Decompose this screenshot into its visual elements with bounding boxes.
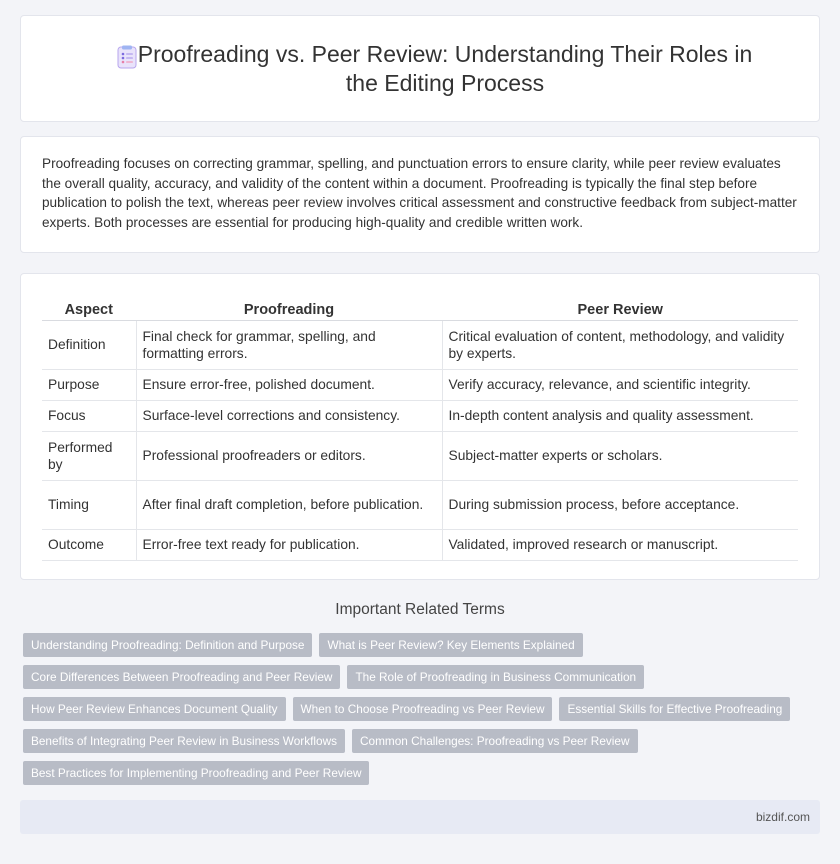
table-header-row [42, 294, 798, 320]
table-row [42, 320, 798, 369]
peer-review-cell: Verify accuracy, relevance, and scientific integrity. [442, 369, 798, 400]
table-row [42, 480, 798, 529]
peer-review-cell: During submission process, before acceptance. [442, 480, 798, 529]
page-title: Proofreading vs. Peer Review: Understanding Their Roles in the Editing Process [137, 40, 753, 96]
aspect-cell: Timing [42, 480, 136, 529]
proofreading-cell: Surface-level corrections and consistency. [136, 400, 442, 431]
header-aspect: Aspect [42, 294, 136, 320]
related-terms-title: Important Related Terms [335, 601, 505, 618]
aspect-cell: Definition [42, 320, 136, 369]
proofreading-cell: Professional proofreaders or editors. [136, 431, 442, 480]
table-row [42, 431, 798, 480]
related-terms-list [23, 633, 813, 793]
related-term-tag[interactable]: The Role of Proofreading in Business Communication [347, 665, 644, 689]
table-row [42, 529, 798, 560]
peer-review-cell: Subject-matter experts or scholars. [442, 431, 798, 480]
table-row [42, 369, 798, 400]
intro-paragraph: Proofreading focuses on correcting grammar, spelling, and punctuation errors to ensure clarity, while peer review evaluates the overall quality, accuracy, and validity of the content within a document. Proofreading is typically the final step before publication to polish the text, whereas peer review involves critical assessment and constructive feedback from subject-matter experts. Both processes are essential for producing high-quality and credible written work. [42, 156, 797, 230]
peer-review-cell: Critical evaluation of content, methodology, and validity by experts. [442, 320, 798, 369]
related-term-tag[interactable]: Benefits of Integrating Peer Review in Business Workflows [23, 729, 345, 753]
related-term-tag[interactable]: When to Choose Proofreading vs Peer Review [293, 697, 553, 721]
header-card [20, 15, 820, 122]
peer-review-cell: Validated, improved research or manuscript. [442, 529, 798, 560]
table-row [42, 400, 798, 431]
footer-bar [20, 800, 820, 834]
proofreading-cell: Ensure error-free, polished document. [136, 369, 442, 400]
related-term-tag[interactable]: Common Challenges: Proofreading vs Peer Review [352, 729, 638, 753]
related-term-tag[interactable]: How Peer Review Enhances Document Quality [23, 697, 286, 721]
site-link[interactable]: bizdif.com [755, 810, 810, 824]
proofreading-cell: Final check for grammar, spelling, and formatting errors. [136, 320, 442, 369]
proofreading-cell: Error-free text ready for publication. [136, 529, 442, 560]
related-term-tag[interactable]: Core Differences Between Proofreading and Peer Review [23, 665, 340, 689]
header-proofreading: Proofreading [136, 294, 442, 320]
aspect-cell: Focus [42, 400, 136, 431]
aspect-cell: Outcome [42, 529, 136, 560]
related-term-tag[interactable]: What is Peer Review? Key Elements Explained [319, 633, 582, 657]
comparison-table [42, 294, 798, 561]
header-peer-review: Peer Review [442, 294, 798, 320]
intro-card [20, 136, 820, 253]
document-list-icon [114, 44, 140, 70]
aspect-cell: Purpose [42, 369, 136, 400]
comparison-card [20, 273, 820, 580]
peer-review-cell: In-depth content analysis and quality assessment. [442, 400, 798, 431]
aspect-cell: Performed by [42, 431, 136, 480]
related-term-tag[interactable]: Understanding Proofreading: Definition and Purpose [23, 633, 312, 657]
related-term-tag[interactable]: Best Practices for Implementing Proofreading and Peer Review [23, 761, 369, 785]
related-term-tag[interactable]: Essential Skills for Effective Proofreading [559, 697, 790, 721]
proofreading-cell: After final draft completion, before publication. [136, 480, 442, 529]
